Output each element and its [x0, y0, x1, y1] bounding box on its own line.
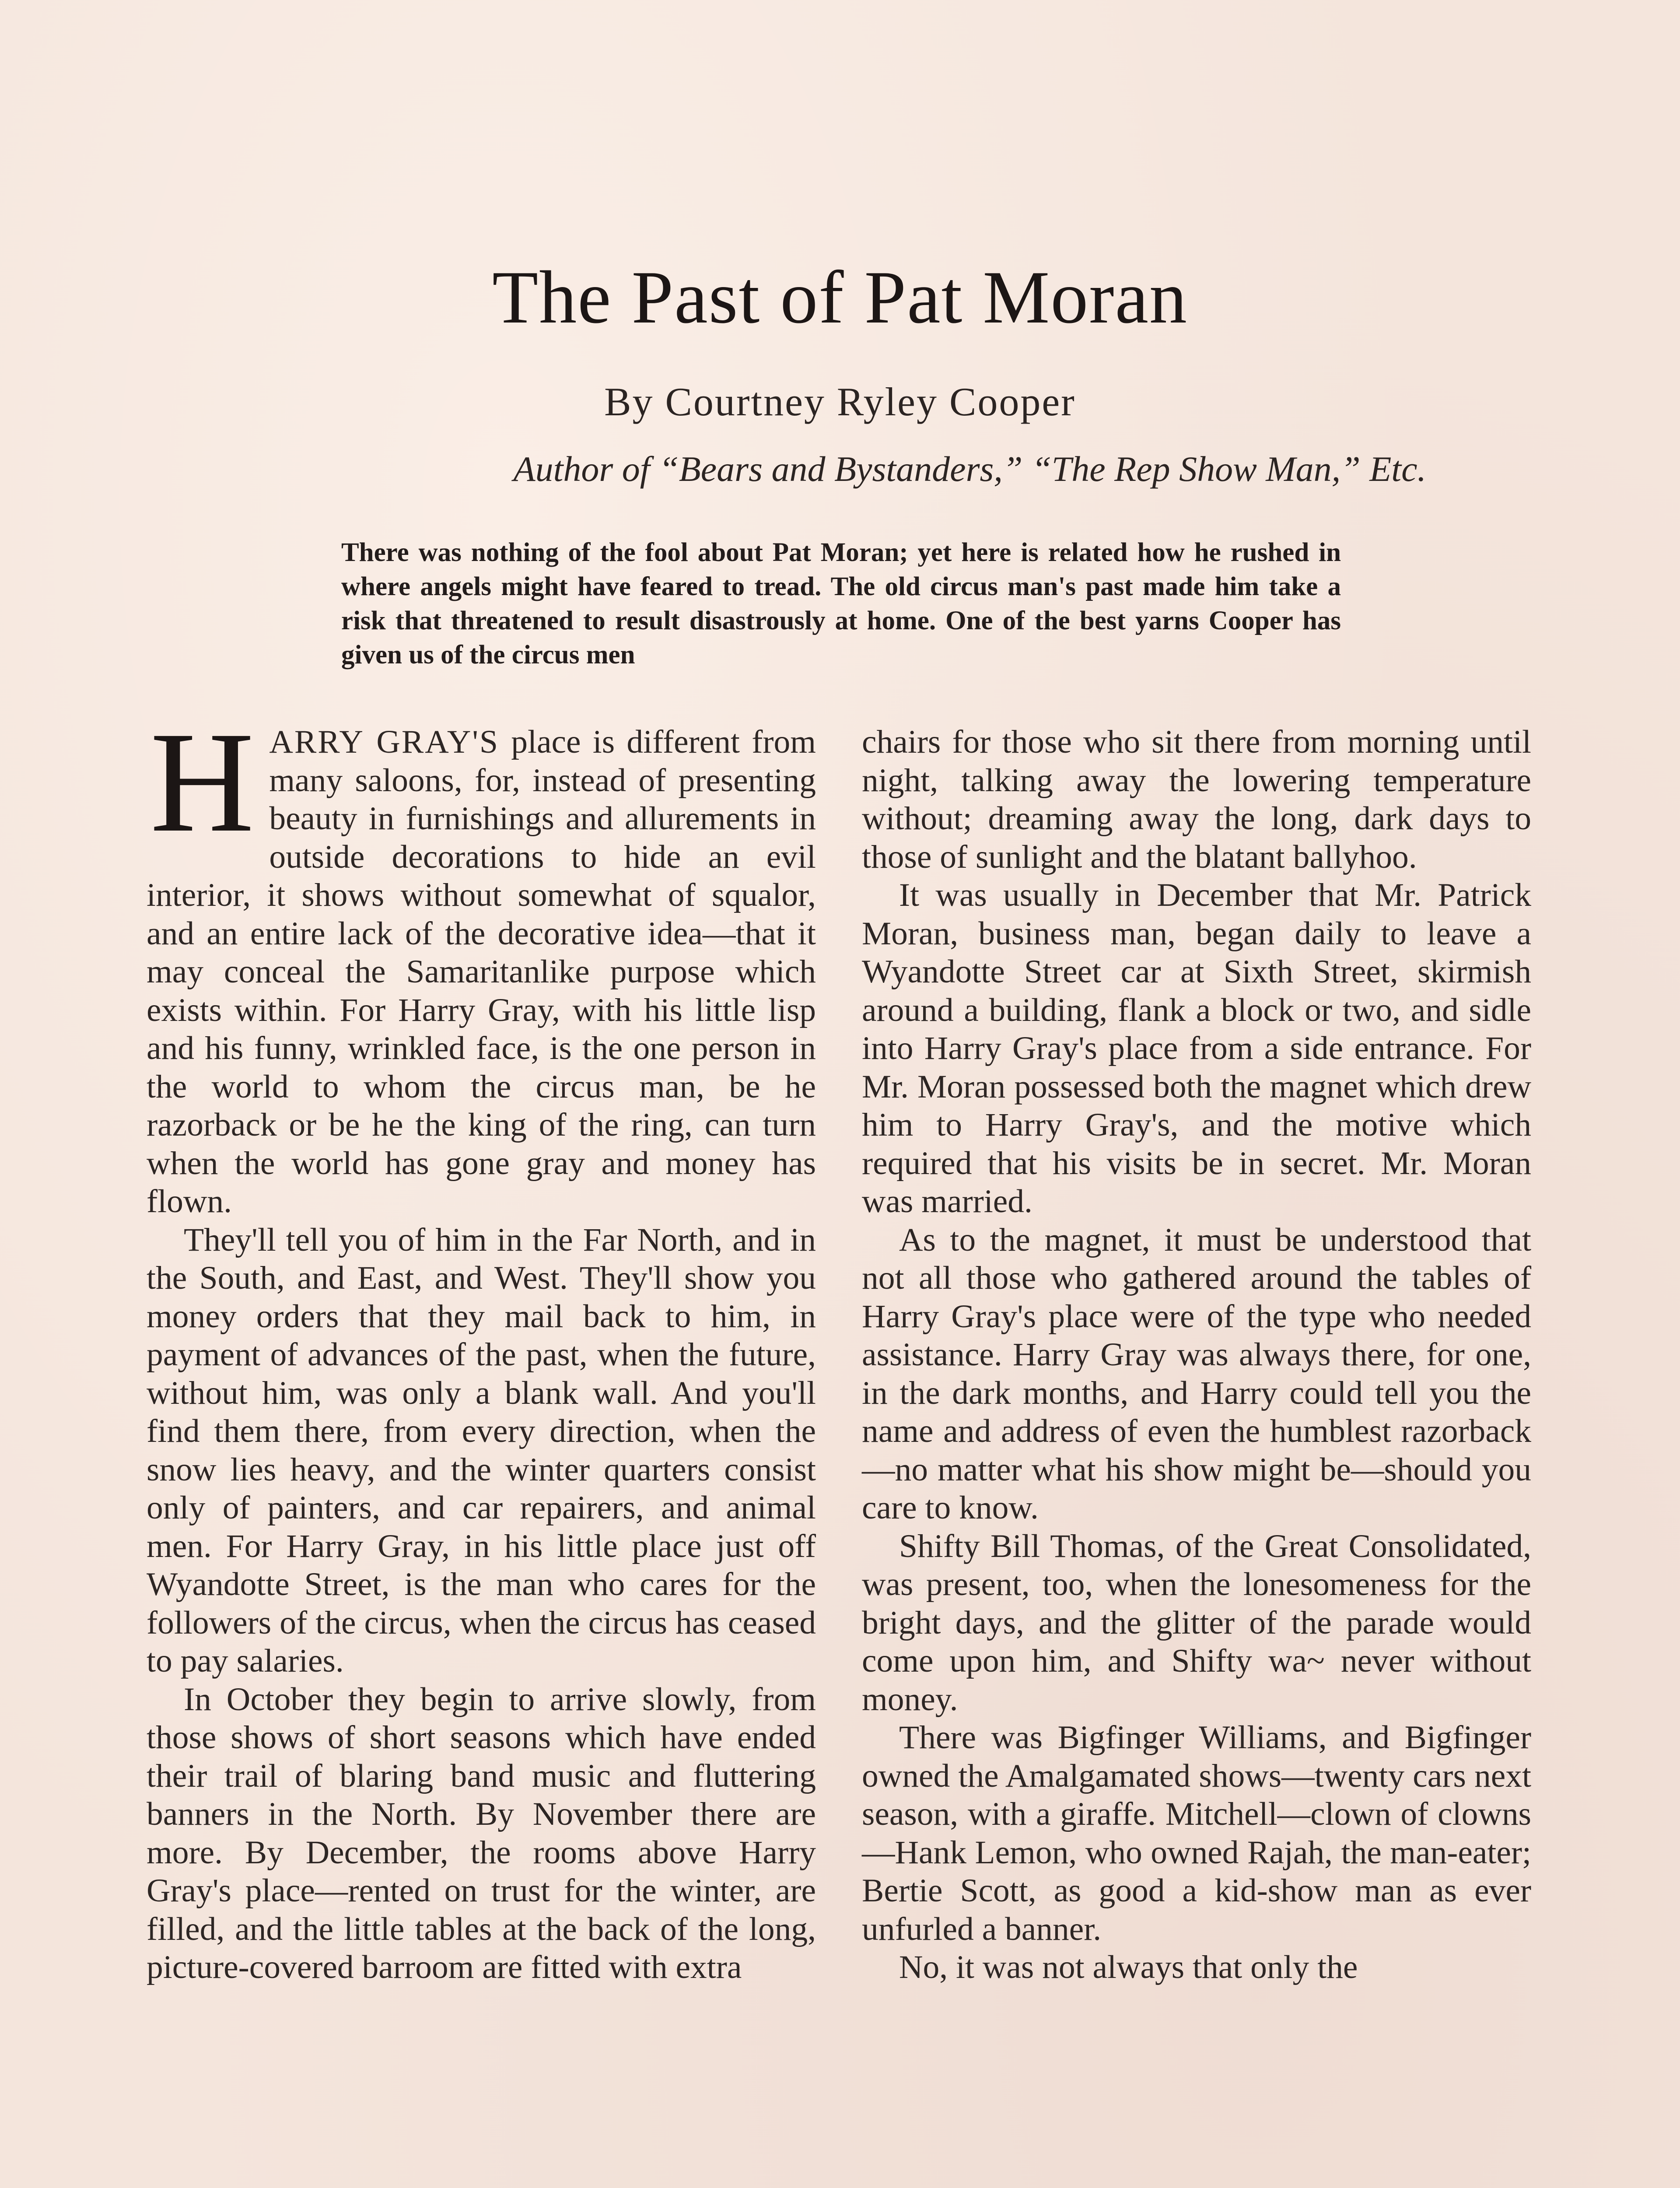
book-title-1: “Bears and Bystanders,” [659, 449, 1023, 489]
author-of-prefix: Author of [513, 449, 650, 489]
article-title: The Past of Pat Moran [492, 256, 1188, 339]
paragraph: As to the magnet, it must be understood that not all those who gathered around the tables of Harry Gray's place were of the type who needed assistance. Harry Gray was always there, for one, in the dark months, and Harry could tell you the name and address of even the humblest razorback—no matter what his show might be—should you care to know. [862, 1221, 1531, 1526]
book-title-2: “The Rep Show Man,” [1032, 449, 1361, 489]
paragraph: Shifty Bill Thomas, of the Great Consolidated, was present, too, when the lonesomeness for the bright days, and the glitter of the parade would come upon him, and Shifty wa~ never without money. [862, 1528, 1531, 1718]
author-credits [262, 448, 1426, 490]
paragraph: There was Bigfinger Williams, and Bigfinger owned the Amalgamated shows—twenty cars next season, with a giraffe. Mitchell—clown of clowns—Hank Lemon, who owned Rajah, the man-eater; Bertie Scott, as good a kid-show man as ever unfurled a banner. [862, 1719, 1531, 1947]
drop-cap: H [150, 702, 255, 862]
author-of-suffix: Etc. [1369, 449, 1426, 489]
paragraph: In October they begin to arrive slowly, from those shows of short seasons which have ended their trail of blaring band music and fluttering banners in the North. By November there are more. By December, the rooms above Harry Gray's place—rented on trust for the winter, are filled, and the little tables at the back of the long, picture-covered barroom are fitted with extra [147, 1681, 816, 1985]
byline: By Courtney Ryley Cooper [604, 379, 1076, 424]
paragraph-text: place is different from many saloons, for, instead of presenting beauty in furnishings and allurements in outside decorations to hide an evil interior, it shows without somewhat of squalor, and an entire lack of the decorative idea—that it may conceal the Samaritanlike purpose which exists within. For Harry Gray, with his little lisp and his funny, wrinkled face, is the one person in the world to whom the circus man, be he razorback or be he the king of the ring, can turn when the world has gone gray and money has flown. [147, 724, 816, 1220]
paragraph: No, it was not always that only the [899, 1949, 1358, 1985]
left-column [147, 702, 816, 1987]
paragraph: They'll tell you of him in the Far North, and in the South, and East, and West. They'll show you money orders that they mail back to him, in payment of advances of the past, when the future, without him, was only a blank wall. And you'll find them there, from every direction, when the snow lies heavy, and the winter quarters consist only of painters, and car repairers, and animal men. For Harry Gray, in his little place just off Wyandotte Street, is the man who cares for the followers of the circus, when the circus has ceased to pay salaries. [147, 1221, 816, 1679]
paragraph-continued: chairs for those who sit there from morning until night, talking away the lowering temperature without; dreaming away the long, dark days to those of sunlight and the blatant ballyhoo. [862, 724, 1531, 875]
opening-words: ARRY GRAY'S [269, 724, 499, 760]
article-intro-blurb: There was nothing of the fool about Pat Moran; yet here is related how he rushed in where angels might have feared to tread. The old circus man's past made him take a risk that threatened to result disastrously at home. One of the best yarns Cooper has given us of the circus men [341, 538, 1341, 670]
paragraph [147, 702, 816, 1221]
right-column [862, 723, 1531, 1987]
paragraph: It was usually in December that Mr. Patrick Moran, business man, began daily to leave a Wyandotte Street car at Sixth Street, skirmish around a building, flank a block or two, and sidle into Harry Gray's place from a side entrance. For Mr. Moran possessed both the magnet which drew him to Harry Gray's, and the motive which required that his visits be in secret. Mr. Moran was married. [862, 877, 1531, 1220]
